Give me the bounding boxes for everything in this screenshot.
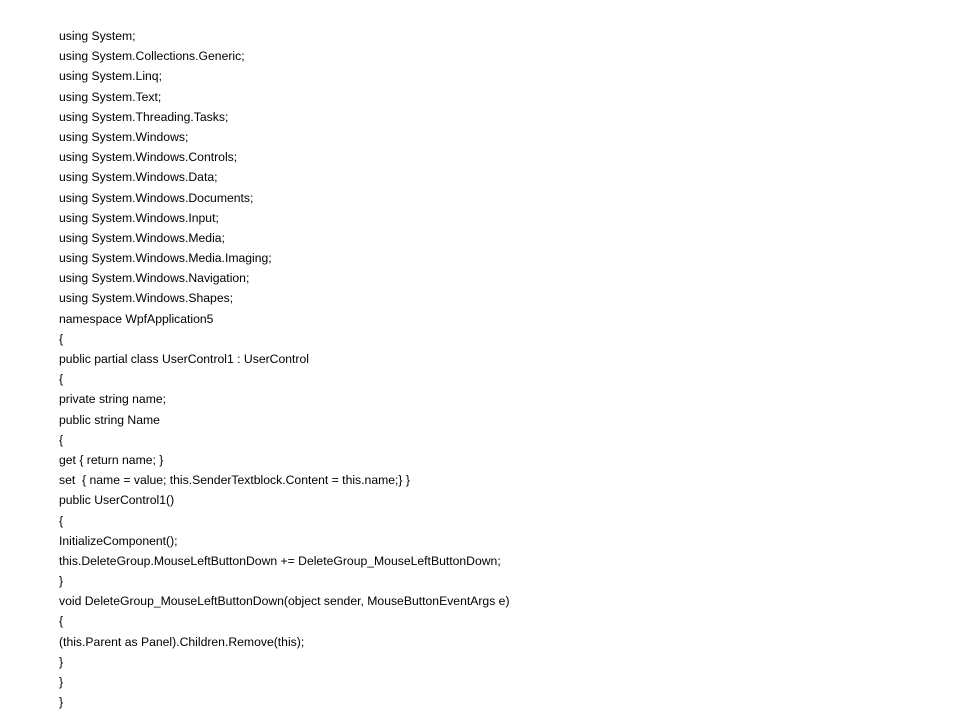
code-line: }	[59, 574, 64, 589]
code-line: using System.Windows;	[59, 129, 189, 144]
code-line: public partial class UserControl1 : UserControl	[59, 352, 309, 366]
code-line: using System.Windows.Controls;	[59, 150, 238, 165]
code-line: InitializeComponent();	[59, 533, 178, 548]
code-line: {	[59, 614, 64, 629]
code-line: {	[59, 372, 64, 387]
code-line: using System.Windows.Data;	[59, 170, 218, 185]
code-line: }	[59, 695, 64, 710]
code-line: using System;	[59, 29, 136, 43]
code-line: (this.Parent as Panel).Children.Remove(this);	[59, 634, 305, 649]
code-line: using System.Windows.Documents;	[59, 190, 254, 205]
code-line: set { name = value; this.SenderTextblock.Content = this.name;} }	[59, 473, 410, 488]
code-line: using System.Threading.Tasks;	[59, 109, 229, 124]
code-text-block	[59, 26, 939, 712]
code-line: namespace WpfApplication5	[59, 311, 214, 326]
code-line: this.DeleteGroup.MouseLeftButtonDown += DeleteGroup_MouseLeftButtonDown;	[59, 553, 501, 568]
code-line: {	[59, 432, 64, 447]
code-line: {	[59, 513, 64, 528]
code-line: }	[59, 654, 64, 669]
code-line: using System.Windows.Input;	[59, 210, 219, 225]
code-line: }	[59, 675, 64, 689]
code-line: using System.Windows.Navigation;	[59, 271, 250, 286]
code-line: public UserControl1()	[59, 493, 175, 508]
code-line: using System.Windows.Media;	[59, 230, 225, 245]
code-line: {	[59, 331, 64, 346]
code-line: get { return name; }	[59, 452, 164, 467]
code-line: using System.Windows.Shapes;	[59, 291, 234, 306]
code-line: public string Name	[59, 412, 160, 427]
code-line: private string name;	[59, 392, 167, 407]
code-line: using System.Collections.Generic;	[59, 49, 245, 64]
code-line: using System.Text;	[59, 89, 162, 104]
code-line: void DeleteGroup_MouseLeftButtonDown(object sender, MouseButtonEventArgs e)	[59, 594, 510, 609]
code-line: using System.Linq;	[59, 69, 162, 84]
code-line: using System.Windows.Media.Imaging;	[59, 251, 272, 266]
